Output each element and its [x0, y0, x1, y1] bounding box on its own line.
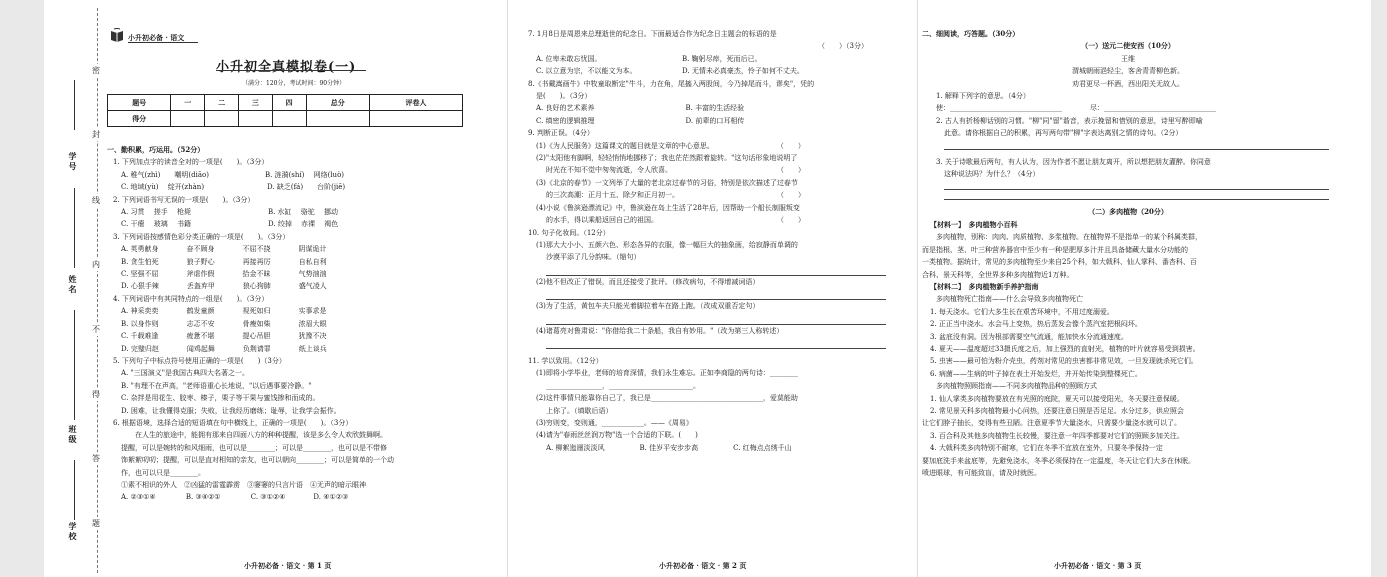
question-line: 8.《书戴嵩画牛》中牧童取断定"牛斗，力在角，尾搐入两股间，今乃掉尾而斗，谬矣"，凭的	[528, 79, 815, 88]
passage-line: 在人生的旅途中，能拥有那来自四面八方的种种提醒，该是多么令人欢欣鼓舞啊。	[121, 431, 387, 440]
option-line: C. 干瘪 玻璃 书籍 D. 绞掉 赤裸 褐色	[121, 220, 339, 229]
passage-line: 多肉植物，别称：肉肉、肉质植物、多浆植物。在植物界不是指单一的某个科属类群，	[922, 233, 1202, 242]
passage-line: 多肉植物照顾指南——不同多肉植物品种的照顾方式	[922, 382, 1097, 391]
option-line: A. "三国演义"是我国古典四大名著之一。	[121, 369, 249, 378]
field-underline	[74, 188, 75, 268]
option-line: C. 地域(yù) 绽开(zhàn) D. 缺乏(fá) 台阶(jiē)	[121, 183, 346, 192]
question-line: 10. 句子化妆间。（12分）	[528, 228, 610, 237]
answer-line[interactable]	[546, 288, 886, 300]
seal-char: 题	[92, 519, 100, 528]
option-line: D. 心狠手辣 丢盔弃甲 狼心狗肺 盛气凌人	[121, 282, 327, 291]
judge-line: 时光在不知不觉中匆匆流逝，令人欣喜。 （ ）	[546, 166, 805, 175]
passage-line: 5. 虫害——最可怕为粉介壳虫，药剂对常见的虫害都非常见效，一旦发现就杀死它们。	[930, 357, 1198, 366]
judge-line: (4)小说《鲁滨逊漂流记》中，鲁滨逊在岛上生活了28年后，因帮助一个船长制服叛变	[536, 203, 800, 212]
seal-char: 不	[92, 325, 100, 334]
page1-column	[107, 144, 487, 504]
fill-line[interactable]: 使：________________________________ 尽：________________________________	[936, 104, 1216, 113]
option-line: B. 贪生怕死 狼子野心 再接再厉 自私自利	[121, 257, 327, 266]
score-table-row	[108, 111, 463, 127]
judge-line: (1)《为人民服务》这篇课文的题目就是文章的中心意思。 （ ）	[536, 141, 805, 150]
sub-question: (2)这件事情只能靠你自己了，我已是________________________________，爱莫能助	[536, 394, 798, 403]
section-heading: 一、勤积累，巧运用。（52分）	[107, 145, 205, 154]
score-table-row	[108, 95, 463, 111]
option-line: A. 稚气(zhì) 嘲明(diāo) B. 涟漪(shí) 网络(luò)	[121, 170, 345, 179]
option-line: C. 缜密的逻辑推理 D. 前辈的口耳相传	[536, 116, 745, 125]
page2-column	[528, 28, 898, 454]
passage-line: 饰絮絮叨叨；提醒，可以是直对相知的亲友，也可以朝向________；可以是简单的一个动	[121, 456, 394, 465]
answer-line[interactable]	[546, 313, 886, 325]
option-line: A. 良好的艺术素养 B. 丰富的生活经验	[536, 104, 745, 113]
poem-line: 渭城朝雨浥轻尘，客舍青青柳色新。	[1072, 67, 1184, 76]
option-line: ①素不相识的外人 ②凶猛的雷霆霹雳 ③窭窭的只言片语 ④无声的暗示眼神	[121, 480, 366, 489]
passage-line: 4. 夏天——温度超过33摄氏度之后，加上强烈的直射光，植物的叶片就容易受到损害。	[930, 344, 1200, 353]
question-line: 2. 下列词语书写无误的一项是( )。（3分）	[113, 195, 255, 204]
option-line: C. 坚强不屈 斧虐作假 拾金不昧 气势汹汹	[121, 270, 327, 279]
option-line: A. 神采奕奕 鹤发童颜 视死如归 实事求是	[121, 307, 327, 316]
question-line: 4. 下列词语中有其同特点的一组是( )。（3分）	[113, 294, 269, 303]
table-cell: 四	[272, 95, 306, 111]
answer-line[interactable]	[546, 264, 886, 276]
table-cell: 得分	[108, 111, 171, 127]
passage-line: 3. 百合科及其他多肉植物生长较慢，要注意一年四季都要对它们的照顾多加关注。	[930, 431, 1184, 440]
exam-meta: （满分：120分，考试时间：90分钟）	[242, 80, 346, 87]
seal-char: 密	[92, 66, 100, 75]
option-line: B. "有理不在声高，"老师语重心长地说，"以后遇事要冷静。"	[121, 381, 312, 390]
subsection-heading: （一）送元二使安西（10分）	[1081, 41, 1175, 51]
option-line: A. 习贯 搓手 枪毙 B. 水缸 骆驼 挪动	[121, 208, 338, 217]
question-line: 是( )。（3分）	[536, 92, 592, 101]
sub-question: (4)请为"春雨丝丝润万物"选一个合适的下联。( )	[536, 431, 698, 440]
table-cell: 一	[171, 95, 205, 111]
question-line: 6. 根据语境，选择合适的短语填在句中横线上，正确的一项是( )。（3分）	[113, 418, 353, 427]
question-line: 5. 下列句子中标点符号使用正确的一项是( )（3分）	[113, 356, 286, 365]
seal-char: 内	[92, 260, 100, 269]
judge-line: (2)"太阳他有脚啊，轻轻悄悄地挪移了；我也茫茫然跟着旋转。"这句话形象地说明了	[536, 154, 798, 163]
table-cell: 总分	[306, 95, 369, 111]
score-input-cell[interactable]	[369, 111, 462, 127]
passage-line: 让它们脖子抽长，变得有些丑陋。注意夏季节大量浇水，只需要少量浇水就可以了。	[922, 419, 1181, 428]
judge-line: (3)《北京的春节》一文列举了大量的老北京过春节的习俗，特别是依次描述了过春节	[536, 178, 798, 187]
material-heading: 【材料二】 多肉植物新手养护指南	[930, 281, 1039, 291]
sub-question: (3)为了生活，黄包车夫只能光着脚拉着车在路上跑。（改成双重否定句）	[536, 302, 760, 311]
option-line: C. 以立意为宗，不以能文为本。 D. 无情未必真豪杰，怜子如何不丈夫。	[536, 67, 804, 76]
question-line: 2. 古人有折杨柳话别的习惯。"柳"同"留"谐音，表示挽留和惜别的意思，诗里写醉即喻	[936, 116, 1203, 125]
answer-line[interactable]	[944, 190, 1329, 200]
field-underline	[74, 80, 75, 130]
question-line: 1. 下列加点字的读音全对的一项是( )。（3分）	[113, 158, 269, 167]
passage-line: 作，也可以只是________。	[121, 468, 205, 477]
field-underline	[74, 460, 75, 520]
seal-char: 得	[92, 390, 100, 399]
sub-question: (1)那大大小小、五颜六色、形态各异的衣服，像一幅巨大的抽象画，给寂静而单调的	[536, 240, 798, 249]
score-input-cell[interactable]	[272, 111, 306, 127]
poem-author: 王维	[1121, 54, 1135, 63]
question-line: 9. 判断正误。（4分）	[528, 129, 594, 138]
passage-line: 而是指根、茎、叶三种营养器官中至少有一种是肥厚多汁并且具备储藏大量水分功能的	[922, 245, 1188, 254]
question-line: 11. 学以致用。（12分）	[528, 356, 603, 365]
passage-line: 喷进眼球，有可能致盲，请及时就医。	[922, 469, 1041, 477]
section-heading: 二、细阅读，巧答题。（30分）	[922, 29, 1020, 38]
school-label: 学校	[68, 522, 78, 542]
option-line: B. 以身作则 志忑不安 骨瘦如柴 浓眉大眼	[121, 319, 327, 328]
sub-question: (4)诸葛亮对鲁肃说："你借给我二十条船，我自有妙用。"（改为第三人称转述）	[536, 326, 784, 335]
table-cell: 三	[238, 95, 272, 111]
score-input-cell[interactable]	[306, 111, 369, 127]
option-line: C. 千载难逢 疲惫不堪 提心吊胆 犹豫不决	[121, 332, 327, 341]
page3-column	[922, 28, 1334, 479]
passage-line: 6. 病菌——生病的叶子掉在表土开始发烂，并开始传染到整棵死亡。	[930, 369, 1142, 378]
field-underline	[74, 310, 75, 420]
seal-char: 封	[92, 130, 100, 139]
seal-char: 答	[92, 454, 100, 463]
sub-question: (3)穷则变，变则通，____________。——《周易》	[536, 418, 693, 427]
passage-line: 3. 盆底没有洞。因为根部需要空气流通，能加快水分流通速度。	[930, 332, 1128, 341]
page-divider	[917, 0, 918, 577]
cut-line	[97, 8, 98, 573]
score-input-cell[interactable]	[238, 111, 272, 127]
page2-footer: 小升初必备 · 语文 · 第 2 页	[659, 561, 747, 570]
poem-line: 劝君更尽一杯酒，西出阳关无故人。	[1072, 79, 1184, 88]
score-input-cell[interactable]	[171, 111, 205, 127]
table-cell: 题号	[108, 95, 171, 111]
question-line: 这种说法吗？为什么？（4分）	[944, 170, 1040, 179]
passage-line: 2. 正正当中浇水。水会马上变热，热后蒸发会像个蒸汽室把根闷坏。	[930, 320, 1142, 329]
sub-question: ________________，________________________。	[546, 381, 700, 390]
passage-line: 要加底洗手来盆底等，先避免浇水，冬季必须保持在一定温度，冬天让它们大多在休眠。	[922, 456, 1195, 465]
judge-line: 的三次高潮：正月十五、除夕和正月初一。 （ ）	[546, 191, 805, 200]
student-id-label: 学号	[68, 152, 78, 172]
judge-line: 的水手，得以乘船返回自己的祖国。 （ ）	[546, 216, 805, 225]
question-line: 3. 关于诗歌最后两句，有人认为，因为作者不愿让朋友离开，所以想把朋友灌醉。你同意	[936, 157, 1211, 166]
answer-line[interactable]	[546, 337, 886, 349]
book-logo-icon	[110, 28, 124, 42]
option-line: A. 位卑未敢忘忧国。 B. 鞠躬尽瘁，死而后已。	[536, 54, 762, 63]
name-label: 姓名	[68, 275, 78, 295]
sub-question: (1)即将小学毕业，老师的培育深情，我们永生难忘。正如李商隐的两句诗：________	[536, 369, 798, 378]
passage-line: 1. 每天浇水。它们大多生长在艰苦环境中，不用过度溺爱。	[930, 307, 1114, 316]
passage-line: 多肉植物死亡指南——什么会导致多肉植物死亡	[922, 295, 1083, 304]
question-line: （ ）（3分）	[818, 42, 868, 51]
question-line: 1. 解释下列字的意思。（4分）	[936, 92, 1030, 101]
sub-question: 沙漠平添了几分韵味。（缩句）	[546, 253, 641, 262]
exam-sheet	[44, 0, 1371, 577]
sub-question: 上你了。（填歇后语）	[546, 406, 613, 415]
question-line: 7. 1月8日是周恩来总理逝世的纪念日。下面最适合作为纪念日主题会的标语的是	[528, 30, 777, 38]
table-cell: 二	[205, 95, 239, 111]
score-input-cell[interactable]	[205, 111, 239, 127]
answer-line[interactable]	[944, 140, 1329, 150]
material-heading: 【材料一】 多肉植物小百科	[930, 219, 1018, 229]
subsection-heading: （二）多肉植物（20分）	[1088, 207, 1168, 217]
passage-line: 1. 仙人掌类多肉植物要放在有光照的庭院，夏天可以接受阳光，冬天要注意保暖。	[930, 394, 1184, 403]
class-label: 班级	[68, 425, 78, 445]
option-line: D. 完璧归赵 闻鸡起舞 负荆请罪 纸上谈兵	[121, 344, 327, 353]
brand-underline	[128, 42, 198, 43]
passage-line: 一类植物。据统计，常见的多肉植物至少来自25个科，如大戟科、仙人掌科、番杏科、百	[922, 258, 1197, 267]
passage-line: 提醒，可以是婉转的和风细雨，也可以是________；可以是________，也可以是不带修	[121, 443, 387, 452]
page-title: 小升初全真模拟卷(一)	[216, 60, 357, 75]
option-line: D. 困难，让我懂得克服；失败，让我经历磨练；耻辱，让我学会振作。	[121, 406, 341, 415]
option-line: A. ②③①④ B. ③④②① C. ③①②④ D. ④①②③	[121, 493, 349, 502]
option-line: A. 柳絮迤逦淡淡风 B. 佳岁平安步步高 C. 红梅点点绣千山	[546, 443, 792, 452]
option-line: C. 杂拌是用花生、胶枣、榛子，栗子等干果与蜜饯掺和而成的。	[121, 394, 320, 403]
title-underline	[216, 70, 366, 71]
option-line: A. 英勇献身 奋不顾身 不屈不挠 阴谋诡计	[121, 245, 327, 254]
binding-gutter	[44, 0, 104, 577]
page3-footer: 小升初必备 · 语文 · 第 3 页	[1054, 561, 1142, 570]
answer-line[interactable]	[944, 180, 1329, 190]
table-cell: 评卷人	[369, 95, 462, 111]
page-divider	[507, 0, 508, 577]
passage-line: 2. 常见景天科多肉植物最小心问热，还要注意日照是否足足。水分过多，供应照会	[930, 406, 1184, 415]
seal-char: 线	[92, 196, 100, 205]
page1-footer: 小升初必备 · 语文 · 第 1 页	[244, 561, 332, 570]
sub-question: (2)他不但改正了错误，而且还接受了批评。（修改病句，不得增减词语）	[536, 277, 760, 286]
passage-line: 合科、景天科等，全世界多种多肉植物近1万种。	[922, 270, 1074, 279]
passage-line: 4. 大戟科类多肉特别不耐寒，它们在冬季不宜放在室外，只要冬季保持一定	[930, 444, 1163, 453]
score-table	[107, 94, 463, 127]
brand-label: 小升初必备 · 语文	[128, 33, 185, 42]
question-line: 3. 下列词语按感情色彩分类正确的一项是( )。（3分）	[113, 232, 290, 241]
question-line: 此意。请你根据自己的积累，再写两句带"柳"字表达离别之情的诗句。（2分）	[944, 129, 1183, 138]
